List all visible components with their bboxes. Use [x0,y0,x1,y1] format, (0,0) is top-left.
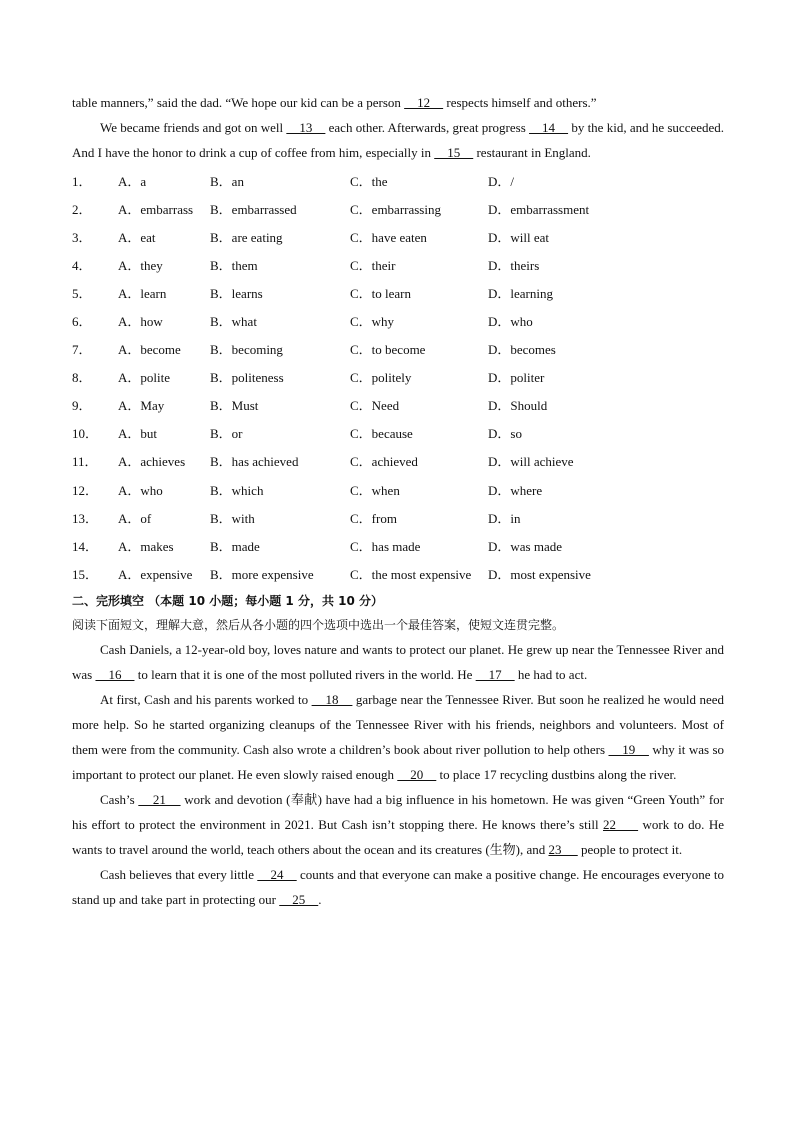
options-list [72,166,724,587]
question-number: 3． [72,229,92,245]
question-number: 4． [72,257,92,273]
blank-12: 12 [404,95,444,110]
option-c: C．achieved [350,454,418,470]
passage2-paragraph-4: Cash believes that every little 24 counts and that everyone can make a positive change. He encourages everyone to stand up and take part in protecting our 25 . [72,867,724,908]
option-d: D．so [488,426,522,442]
option-d: D．politer [488,370,545,386]
option-a: A．learn [118,285,167,301]
option-a: A．eat [118,229,156,245]
option-b: B．learns [210,285,263,301]
option-b: B．with [210,510,255,526]
question-row [72,278,724,306]
option-c: C．to become [350,342,426,358]
question-number: 8． [72,370,92,386]
section-instruction: 阅读下面短文，理解大意，然后从各小题的四个选项中选出一个最佳答案，使短文连贯完整。 [72,618,565,633]
option-c: C．have eaten [350,229,427,245]
option-a: A．achieves [118,454,186,470]
question-number: 7． [72,342,92,358]
question-number: 15． [72,566,99,582]
option-b: B．them [210,257,258,273]
question-row [72,559,724,587]
option-c: C．from [350,510,397,526]
option-a: A．who [118,482,163,498]
document-page [72,90,724,912]
option-d: D．who [488,314,533,330]
blank-21: 21 [138,792,181,808]
option-b: B．which [210,482,264,498]
question-row [72,363,724,391]
question-row [72,166,724,194]
option-a: A．of [118,510,152,526]
option-a: A．a [118,173,147,189]
blank-20: 20 [397,767,437,783]
option-c: C．when [350,482,400,498]
option-b: B．has achieved [210,454,299,470]
option-c: C．has made [350,538,421,554]
blank-25: 25 [279,892,319,908]
option-c: C．because [350,426,413,442]
option-d: D．learning [488,285,553,301]
question-row [72,447,724,475]
option-b: B．are eating [210,229,283,245]
option-b: B．politeness [210,370,284,386]
option-c: C．embarrassing [350,201,441,217]
option-a: A．expensive [118,566,193,582]
question-number: 9． [72,398,92,414]
question-number: 14． [72,538,99,554]
question-number: 2． [72,201,92,217]
option-b: B．more expensive [210,566,314,582]
option-d: D．in [488,510,521,526]
option-b: B．Must [210,398,259,414]
option-a: A．May [118,398,165,414]
question-row [72,335,724,363]
option-c: C．their [350,257,396,273]
passage1-paragraph: We became friends and got on well 13 each other. Afterwards, great progress 14 by the kid, and he succeeded. And I have the honor to drink a cup of coffee from him, especially in 15 restaurant in England. [72,120,725,160]
blank-16: 16 [95,667,135,683]
option-c: C．why [350,314,395,330]
option-a: A．polite [118,370,170,386]
question-row [72,222,724,250]
question-row [72,503,724,531]
option-a: A．become [118,342,181,358]
passage1-line-a: table manners,” said the dad. “We hope our kid can be a person 12 respects himself and others.” [72,95,597,110]
question-row [72,531,724,559]
blank-23: 23 [548,842,578,858]
option-a: A．they [118,257,163,273]
option-d: D．where [488,482,543,498]
blank-15: 15 [434,145,474,160]
option-a: A．makes [118,538,174,554]
option-b: B．what [210,314,257,330]
question-number: 12． [72,482,99,498]
option-d: D．most expensive [488,566,591,582]
option-c: C．the most expensive [350,566,472,582]
passage2-paragraph-1: Cash Daniels, a 12-year-old boy, loves nature and wants to protect our planet. He grew up near the Tennessee River and was 16 to learn that it is one of the most polluted rivers in the world. He 17 he had to act. [72,642,724,683]
blank-24: 24 [257,867,297,883]
question-number: 11． [72,454,98,470]
option-b: B．embarrassed [210,201,297,217]
option-c: C．politely [350,370,412,386]
option-a: A．how [118,314,163,330]
question-row [72,306,724,334]
option-c: C．the [350,173,388,189]
section-title: 二、完形填空 （本题 10 小题；每小题 1 分，共 10 分） [72,594,383,609]
question-row [72,250,724,278]
passage2-paragraph-2: At first, Cash and his parents worked to 18 garbage near the Tennessee River. But soon he realized he would need more help. So he started organizing cleanups of the Tennessee River with his friends, neighbors and volunteers. Most of them were from the community. Cash also wrote a children’s book about river pollution to help others 19 why it was so important to protect our planet. He even slowly raised enough 20 to place 17 recycling dustbins along the river. [72,692,725,783]
option-b: B．or [210,426,243,442]
question-row [72,391,724,419]
passage2-paragraph-3: Cash’s 21 work and devotion (奉献) have had a big influence in his hometown. He was given “Green Youth” for his effort to protect the environment in 2021. But Cash isn’t stopping there. He knows there’s still 22 work to do. He wants to travel around the world, teach others about the ocean and its creatures (生物), and 23 people to protect it. [72,792,725,858]
option-d: D．becomes [488,342,556,358]
blank-13: 13 [286,120,326,135]
question-row [72,419,724,447]
option-d: D．theirs [488,257,540,273]
question-number: 1． [72,173,92,189]
question-number: 13． [72,510,99,526]
option-b: B．made [210,538,260,554]
question-number: 5． [72,285,92,301]
option-c: C．Need [350,398,400,414]
option-d: D．/ [488,173,515,189]
option-d: D．will eat [488,229,550,245]
option-d: D．was made [488,538,563,554]
option-b: B．becoming [210,342,283,358]
blank-19: 19 [608,742,649,758]
question-row [72,475,724,503]
blank-14: 14 [529,120,569,135]
blank-18: 18 [311,692,353,708]
option-a: A．but [118,426,158,442]
option-d: D．Should [488,398,548,414]
question-number: 6． [72,314,92,330]
question-number: 10． [72,426,99,442]
blank-17: 17 [475,667,515,683]
option-c: C．to learn [350,285,412,301]
option-b: B．an [210,173,244,189]
option-a: A．embarrass [118,201,194,217]
blank-22: 22 [603,817,639,833]
option-d: D．embarrassment [488,201,590,217]
question-row [72,194,724,222]
option-d: D．will achieve [488,454,574,470]
